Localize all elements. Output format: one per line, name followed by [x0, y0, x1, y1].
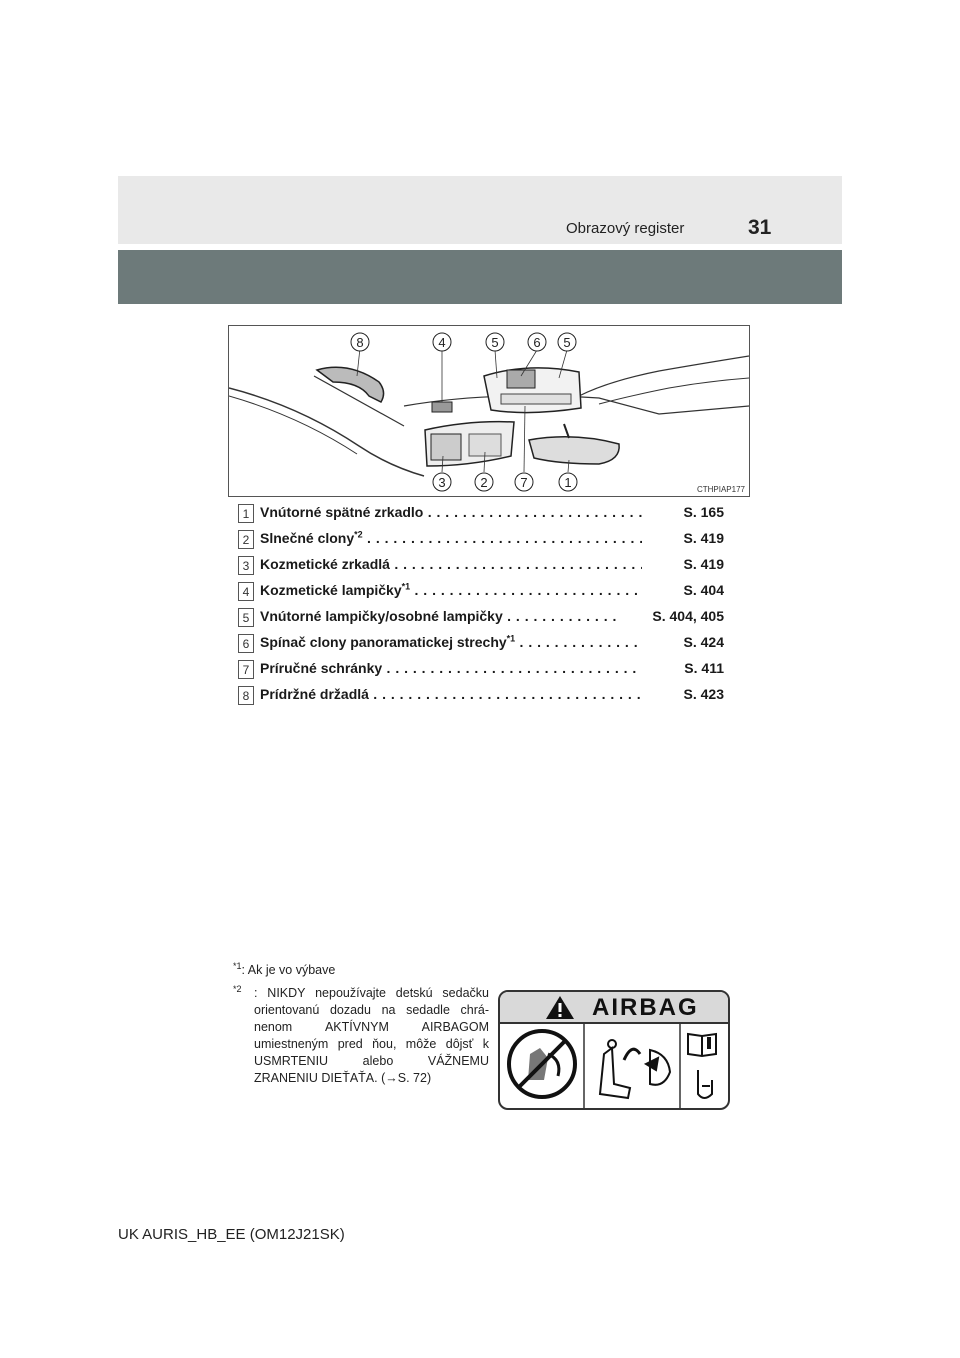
airbag-title: AIRBAG	[592, 994, 699, 1021]
callout-5a: 5	[491, 335, 499, 350]
header-band	[118, 176, 842, 244]
item-label: Vnútorné spätné zrkadlo	[260, 504, 424, 520]
item-number: 5	[238, 608, 254, 627]
vanity-lamp-shape	[432, 402, 452, 412]
item-number: 2	[238, 530, 254, 549]
airbag-warning-label	[498, 990, 730, 1110]
item-page-ref[interactable]: S. 165	[680, 504, 724, 520]
callout-3: 3	[438, 475, 446, 490]
footnote-1	[233, 962, 335, 979]
item-page-ref[interactable]: S. 424	[680, 634, 724, 650]
item-page-ref[interactable]: S. 423	[680, 686, 724, 702]
list-item[interactable]	[238, 684, 728, 710]
list-item[interactable]	[238, 580, 728, 606]
item-number: 8	[238, 686, 254, 705]
callout-4: 4	[438, 335, 446, 350]
no-rear-facing-seat-icon	[509, 1031, 575, 1097]
list-item[interactable]	[238, 502, 728, 528]
read-manual-icon	[688, 1034, 716, 1098]
item-number: 4	[238, 582, 254, 601]
item-label: Kozmetické lampičky	[260, 582, 402, 598]
warning-triangle-icon	[540, 992, 580, 1022]
item-number: 7	[238, 660, 254, 679]
item-footnote-mark: *1	[401, 582, 411, 592]
footnote-1-text: : Ak je vo výbave	[241, 963, 336, 977]
item-label: Vnútorné lampičky/osobné lampičky	[260, 608, 503, 624]
item-page-ref[interactable]: S. 411	[680, 660, 724, 676]
vanity-mirror-shape	[431, 434, 461, 460]
glasses-holder-shape	[501, 394, 571, 404]
page-number: 31	[748, 216, 772, 239]
callout-2: 2	[480, 475, 488, 490]
item-label: Spínač clony panoramatickej strechy	[260, 634, 507, 650]
list-item[interactable]	[238, 528, 728, 554]
item-label: Prídržné držadlá	[260, 686, 369, 702]
rear-view-mirror-shape	[529, 437, 619, 464]
item-page-ref[interactable]: S. 419	[680, 530, 724, 546]
callout-6: 6	[533, 335, 541, 350]
section-title: Obrazový register	[566, 220, 685, 237]
item-page-ref[interactable]: S. 404	[680, 582, 724, 598]
footnote-2	[233, 985, 489, 1087]
footnote-2-text: : NIKDY nepoužívajte detskú sedačku orientovanú dozadu na sedadle chrá-nenom AKTÍVNYM AIRBAGOM umiestneným pred ňou, môže dôjsť k USMRTENIU alebo VÁŽNEMU ZRANENIU DIEŤAŤA. (→S. 72)	[254, 986, 489, 1085]
switch-panel-shape	[507, 370, 535, 388]
interior-illustration	[229, 326, 749, 496]
list-item[interactable]	[238, 658, 728, 684]
item-label: Slnečné clony	[260, 530, 355, 546]
callout-7: 7	[520, 475, 528, 490]
callout-1: 1	[564, 475, 572, 490]
header-bar	[118, 250, 842, 304]
callout-5b: 5	[563, 335, 571, 350]
list-item[interactable]	[238, 554, 728, 580]
overhead-console-figure	[228, 325, 750, 497]
item-number: 3	[238, 556, 254, 575]
item-page-ref[interactable]: S. 404, 405	[648, 608, 724, 624]
list-item[interactable]	[238, 632, 728, 658]
callout-8: 8	[356, 335, 364, 350]
item-number: 1	[238, 504, 254, 523]
item-page-ref[interactable]: S. 419	[680, 556, 724, 572]
list-item[interactable]	[238, 606, 728, 632]
model-code: UK AURIS_HB_EE (OM12J21SK)	[118, 1226, 345, 1243]
item-footnote-mark: *1	[506, 634, 516, 644]
item-label: Kozmetické zrkadlá	[260, 556, 390, 572]
footnote-1-mark: *1	[233, 960, 242, 971]
airbag-pictograms	[500, 1024, 728, 1110]
seat-airbag-icon	[600, 1040, 670, 1098]
item-number: 6	[238, 634, 254, 653]
footnote-2-mark: *2	[233, 983, 242, 994]
item-footnote-mark: *2	[354, 530, 363, 540]
figure-code: CTHPIAP177	[696, 485, 745, 494]
item-list	[238, 502, 728, 710]
item-label: Príručné schránky	[260, 660, 383, 676]
